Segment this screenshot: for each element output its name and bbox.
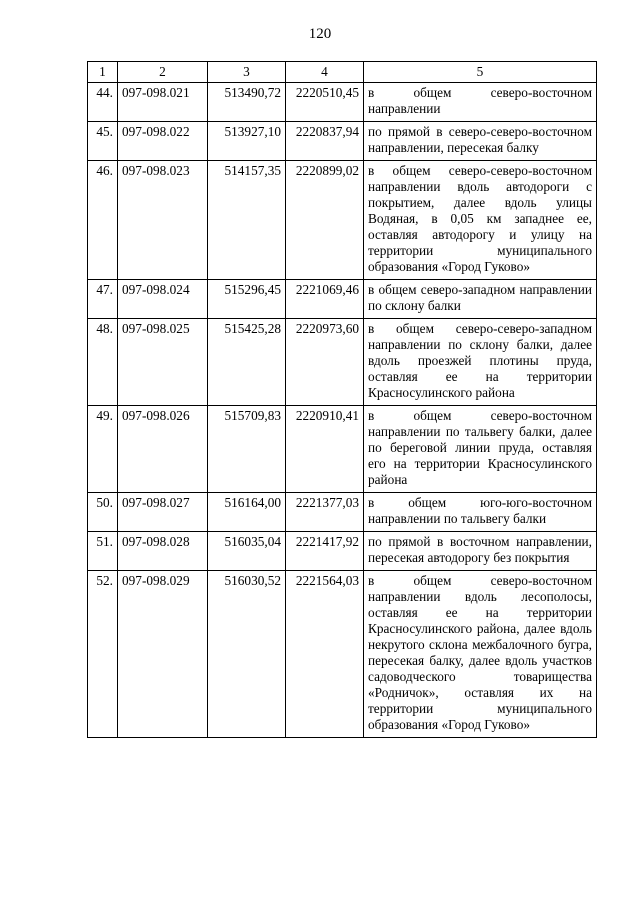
- point-id: 097-098.023: [118, 161, 208, 280]
- x-coordinate: 513927,10: [208, 122, 286, 161]
- point-id: 097-098.024: [118, 280, 208, 319]
- y-coordinate: 2221417,92: [286, 532, 364, 571]
- x-coordinate: 516030,52: [208, 571, 286, 738]
- y-coordinate: 2220837,94: [286, 122, 364, 161]
- x-coordinate: 515296,45: [208, 280, 286, 319]
- point-id: 097-098.027: [118, 493, 208, 532]
- table-row: [88, 280, 597, 319]
- direction-description: в общем юго-юго-восточном направлении по тальвегу балки: [364, 493, 597, 532]
- direction-description: в общем северо-северо-западном направлении по склону балки, далее вдоль проезжей плотины пруда, оставляя ее на территории Красносулинского района: [364, 319, 597, 406]
- y-coordinate: 2220899,02: [286, 161, 364, 280]
- y-coordinate: 2221377,03: [286, 493, 364, 532]
- y-coordinate: 2220510,45: [286, 83, 364, 122]
- table-row: [88, 571, 597, 738]
- table-row: [88, 122, 597, 161]
- x-coordinate: 514157,35: [208, 161, 286, 280]
- point-id: 097-098.028: [118, 532, 208, 571]
- row-number: 52.: [88, 571, 118, 738]
- row-number: 47.: [88, 280, 118, 319]
- x-coordinate: 515709,83: [208, 406, 286, 493]
- point-id: 097-098.022: [118, 122, 208, 161]
- row-number: 45.: [88, 122, 118, 161]
- direction-description: в общем северо-восточном направлении вдоль лесополосы, оставляя ее на территории Красносулинского района, далее вдоль некрутого склона межбалочного бугра, пересекая балку, далее вдоль участков садоводческого товарищества «Родничок», оставляя их на территории муниципального образования «Город Гуково»: [364, 571, 597, 738]
- x-coordinate: 513490,72: [208, 83, 286, 122]
- direction-description: в общем северо-восточном направлении по тальвегу балки, далее по береговой линии пруда, оставляя его на территории Красносулинского района: [364, 406, 597, 493]
- row-number: 51.: [88, 532, 118, 571]
- direction-description: в общем северо-северо-восточном направлении вдоль автодороги с покрытием, далее вдоль улицы Водяная, в 0,05 км западнее ее, оставляя автодорогу и улицу на территории муниципального образования «Город Гуково»: [364, 161, 597, 280]
- header-col-1: 1: [88, 62, 118, 83]
- y-coordinate: 2220910,41: [286, 406, 364, 493]
- table-row: [88, 319, 597, 406]
- direction-description: в общем северо-западном направлении по склону балки: [364, 280, 597, 319]
- row-number: 50.: [88, 493, 118, 532]
- table-row: [88, 406, 597, 493]
- x-coordinate: 516035,04: [208, 532, 286, 571]
- y-coordinate: 2221069,46: [286, 280, 364, 319]
- header-col-4: 4: [286, 62, 364, 83]
- x-coordinate: 516164,00: [208, 493, 286, 532]
- row-number: 48.: [88, 319, 118, 406]
- row-number: 44.: [88, 83, 118, 122]
- table-row: [88, 493, 597, 532]
- point-id: 097-098.026: [118, 406, 208, 493]
- row-number: 46.: [88, 161, 118, 280]
- y-coordinate: 2220973,60: [286, 319, 364, 406]
- boundary-table: [87, 61, 597, 738]
- table-row: [88, 161, 597, 280]
- direction-description: по прямой в северо-северо-восточном направлении, пересекая балку: [364, 122, 597, 161]
- point-id: 097-098.021: [118, 83, 208, 122]
- x-coordinate: 515425,28: [208, 319, 286, 406]
- direction-description: в общем северо-восточном направлении: [364, 83, 597, 122]
- header-col-2: 2: [118, 62, 208, 83]
- y-coordinate: 2221564,03: [286, 571, 364, 738]
- table-row: [88, 532, 597, 571]
- point-id: 097-098.025: [118, 319, 208, 406]
- direction-description: по прямой в восточном направлении, пересекая автодорогу без покрытия: [364, 532, 597, 571]
- header-row: [88, 62, 597, 83]
- header-col-5: 5: [364, 62, 597, 83]
- row-number: 49.: [88, 406, 118, 493]
- table-row: [88, 83, 597, 122]
- page-number: 120: [308, 26, 332, 42]
- header-col-3: 3: [208, 62, 286, 83]
- point-id: 097-098.029: [118, 571, 208, 738]
